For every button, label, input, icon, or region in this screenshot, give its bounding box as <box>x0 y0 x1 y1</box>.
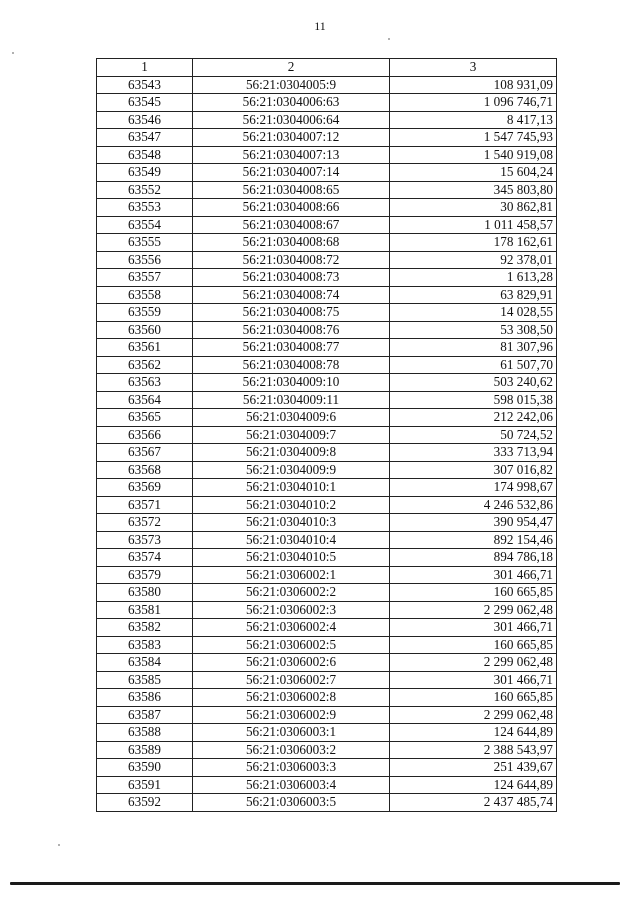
cadastral-number-cell: 56:21:0306003:2 <box>193 741 390 759</box>
cadastral-number-cell: 56:21:0304007:12 <box>193 129 390 147</box>
cadastral-number-cell: 56:21:0304008:76 <box>193 321 390 339</box>
cadastral-number-cell: 56:21:0304010:5 <box>193 549 390 567</box>
table-row <box>97 444 557 462</box>
cadastral-number-cell: 56:21:0304009:9 <box>193 461 390 479</box>
cadastral-number-cell: 56:21:0306002:7 <box>193 671 390 689</box>
scan-speck <box>12 52 14 54</box>
row-number-cell: 63562 <box>97 356 193 374</box>
cadastral-number-cell: 56:21:0304010:3 <box>193 514 390 532</box>
row-number-cell: 63554 <box>97 216 193 234</box>
cadastral-number-cell: 56:21:0306002:6 <box>193 654 390 672</box>
cadastral-number-cell: 56:21:0306003:4 <box>193 776 390 794</box>
cadastral-number-cell: 56:21:0306003:5 <box>193 794 390 812</box>
cadastral-number-cell: 56:21:0304010:1 <box>193 479 390 497</box>
cadastral-value-cell: 598 015,38 <box>390 391 557 409</box>
cadastral-number-cell: 56:21:0304008:73 <box>193 269 390 287</box>
cadastral-number-cell: 56:21:0304008:68 <box>193 234 390 252</box>
scan-speck <box>388 38 390 40</box>
cadastral-number-cell: 56:21:0304007:13 <box>193 146 390 164</box>
row-number-cell: 63556 <box>97 251 193 269</box>
table-row <box>97 531 557 549</box>
cadastral-number-cell: 56:21:0304008:74 <box>193 286 390 304</box>
cadastral-value-cell: 390 954,47 <box>390 514 557 532</box>
row-number-cell: 63552 <box>97 181 193 199</box>
table-row <box>97 94 557 112</box>
table-row <box>97 199 557 217</box>
table-row <box>97 566 557 584</box>
row-number-cell: 63560 <box>97 321 193 339</box>
row-number-cell: 63547 <box>97 129 193 147</box>
table-row <box>97 409 557 427</box>
row-number-cell: 63565 <box>97 409 193 427</box>
row-number-cell: 63574 <box>97 549 193 567</box>
table-row <box>97 391 557 409</box>
cadastral-value-cell: 160 665,85 <box>390 584 557 602</box>
table-row <box>97 216 557 234</box>
row-number-cell: 63582 <box>97 619 193 637</box>
row-number-cell: 63559 <box>97 304 193 322</box>
cadastral-value-cell: 2 299 062,48 <box>390 601 557 619</box>
cadastral-value-cell: 108 931,09 <box>390 76 557 94</box>
cadastral-number-cell: 56:21:0304008:66 <box>193 199 390 217</box>
row-number-cell: 63563 <box>97 374 193 392</box>
row-number-cell: 63590 <box>97 759 193 777</box>
cadastral-value-cell: 81 307,96 <box>390 339 557 357</box>
cadastral-value-cell: 174 998,67 <box>390 479 557 497</box>
row-number-cell: 63543 <box>97 76 193 94</box>
cadastral-value-cell: 8 417,13 <box>390 111 557 129</box>
cadastral-number-cell: 56:21:0306002:8 <box>193 689 390 707</box>
row-number-cell: 63553 <box>97 199 193 217</box>
row-number-cell: 63586 <box>97 689 193 707</box>
cadastral-value-cell: 14 028,55 <box>390 304 557 322</box>
table-row <box>97 251 557 269</box>
column-header-3: 3 <box>390 59 557 77</box>
cadastral-number-cell: 56:21:0304009:11 <box>193 391 390 409</box>
table-row <box>97 426 557 444</box>
cadastral-value-cell: 2 388 543,97 <box>390 741 557 759</box>
cadastral-value-cell: 61 507,70 <box>390 356 557 374</box>
cadastral-number-cell: 56:21:0306002:2 <box>193 584 390 602</box>
table-row <box>97 724 557 742</box>
row-number-cell: 63561 <box>97 339 193 357</box>
cadastral-number-cell: 56:21:0304008:67 <box>193 216 390 234</box>
cadastral-value-cell: 2 437 485,74 <box>390 794 557 812</box>
cadastral-number-cell: 56:21:0304008:78 <box>193 356 390 374</box>
table-row <box>97 759 557 777</box>
row-number-cell: 63555 <box>97 234 193 252</box>
cadastral-value-cell: 333 713,94 <box>390 444 557 462</box>
cadastral-value-cell: 160 665,85 <box>390 636 557 654</box>
cadastral-value-cell: 30 862,81 <box>390 199 557 217</box>
table-body <box>97 76 557 811</box>
table-row <box>97 601 557 619</box>
table-row <box>97 164 557 182</box>
footer-rule <box>10 882 620 885</box>
cadastral-number-cell: 56:21:0306002:9 <box>193 706 390 724</box>
row-number-cell: 63579 <box>97 566 193 584</box>
cadastral-value-cell: 160 665,85 <box>390 689 557 707</box>
row-number-cell: 63585 <box>97 671 193 689</box>
cadastral-number-cell: 56:21:0304005:9 <box>193 76 390 94</box>
row-number-cell: 63557 <box>97 269 193 287</box>
row-number-cell: 63583 <box>97 636 193 654</box>
cadastral-value-cell: 63 829,91 <box>390 286 557 304</box>
row-number-cell: 63581 <box>97 601 193 619</box>
table-row <box>97 234 557 252</box>
cadastral-number-cell: 56:21:0306002:4 <box>193 619 390 637</box>
row-number-cell: 63548 <box>97 146 193 164</box>
table-row <box>97 741 557 759</box>
cadastral-value-cell: 1 540 919,08 <box>390 146 557 164</box>
row-number-cell: 63584 <box>97 654 193 672</box>
row-number-cell: 63558 <box>97 286 193 304</box>
row-number-cell: 63580 <box>97 584 193 602</box>
table-row <box>97 374 557 392</box>
cadastral-number-cell: 56:21:0304008:75 <box>193 304 390 322</box>
table-row <box>97 514 557 532</box>
table-row <box>97 619 557 637</box>
cadastral-value-cell: 1 613,28 <box>390 269 557 287</box>
cadastral-value-cell: 178 162,61 <box>390 234 557 252</box>
cadastral-value-cell: 1 011 458,57 <box>390 216 557 234</box>
column-header-2: 2 <box>193 59 390 77</box>
cadastral-value-cell: 4 246 532,86 <box>390 496 557 514</box>
cadastral-number-cell: 56:21:0306003:1 <box>193 724 390 742</box>
cadastral-value-cell: 892 154,46 <box>390 531 557 549</box>
table-row <box>97 776 557 794</box>
cadastral-value-cell: 301 466,71 <box>390 566 557 584</box>
cadastral-number-cell: 56:21:0306002:5 <box>193 636 390 654</box>
cadastral-number-cell: 56:21:0306002:3 <box>193 601 390 619</box>
cadastral-value-cell: 53 308,50 <box>390 321 557 339</box>
cadastral-number-cell: 56:21:0304006:64 <box>193 111 390 129</box>
cadastral-number-cell: 56:21:0304009:7 <box>193 426 390 444</box>
cadastral-value-cell: 301 466,71 <box>390 671 557 689</box>
cadastral-value-cell: 345 803,80 <box>390 181 557 199</box>
table-row <box>97 269 557 287</box>
row-number-cell: 63591 <box>97 776 193 794</box>
cadastral-number-cell: 56:21:0306003:3 <box>193 759 390 777</box>
scan-speck <box>58 844 60 846</box>
cadastral-value-table <box>96 58 557 812</box>
cadastral-value-cell: 301 466,71 <box>390 619 557 637</box>
cadastral-value-cell: 503 240,62 <box>390 374 557 392</box>
table-row <box>97 461 557 479</box>
row-number-cell: 63592 <box>97 794 193 812</box>
row-number-cell: 63587 <box>97 706 193 724</box>
table-row <box>97 146 557 164</box>
cadastral-number-cell: 56:21:0304009:6 <box>193 409 390 427</box>
cadastral-value-cell: 15 604,24 <box>390 164 557 182</box>
cadastral-value-cell: 212 242,06 <box>390 409 557 427</box>
row-number-cell: 63568 <box>97 461 193 479</box>
cadastral-number-cell: 56:21:0304006:63 <box>193 94 390 112</box>
table-row <box>97 689 557 707</box>
row-number-cell: 63567 <box>97 444 193 462</box>
cadastral-number-cell: 56:21:0304008:65 <box>193 181 390 199</box>
table-row <box>97 794 557 812</box>
row-number-cell: 63572 <box>97 514 193 532</box>
cadastral-value-cell: 251 439,67 <box>390 759 557 777</box>
cadastral-value-cell: 92 378,01 <box>390 251 557 269</box>
table-row <box>97 181 557 199</box>
table-row <box>97 76 557 94</box>
row-number-cell: 63588 <box>97 724 193 742</box>
cadastral-value-cell: 50 724,52 <box>390 426 557 444</box>
table-header-row <box>97 59 557 77</box>
row-number-cell: 63573 <box>97 531 193 549</box>
table-row <box>97 479 557 497</box>
cadastral-number-cell: 56:21:0304010:2 <box>193 496 390 514</box>
cadastral-number-cell: 56:21:0304009:10 <box>193 374 390 392</box>
cadastral-number-cell: 56:21:0304009:8 <box>193 444 390 462</box>
row-number-cell: 63571 <box>97 496 193 514</box>
cadastral-number-cell: 56:21:0304008:77 <box>193 339 390 357</box>
row-number-cell: 63564 <box>97 391 193 409</box>
row-number-cell: 63566 <box>97 426 193 444</box>
table-row <box>97 671 557 689</box>
table-row <box>97 129 557 147</box>
cadastral-value-cell: 2 299 062,48 <box>390 654 557 672</box>
table-row <box>97 706 557 724</box>
cadastral-value-cell: 1 096 746,71 <box>390 94 557 112</box>
cadastral-number-cell: 56:21:0306002:1 <box>193 566 390 584</box>
table-row <box>97 321 557 339</box>
table-row <box>97 654 557 672</box>
row-number-cell: 63545 <box>97 94 193 112</box>
table-row <box>97 339 557 357</box>
page-number: 11 <box>314 19 326 33</box>
table-row <box>97 356 557 374</box>
row-number-cell: 63569 <box>97 479 193 497</box>
table-row <box>97 584 557 602</box>
row-number-cell: 63549 <box>97 164 193 182</box>
cadastral-number-cell: 56:21:0304010:4 <box>193 531 390 549</box>
table-row <box>97 549 557 567</box>
row-number-cell: 63546 <box>97 111 193 129</box>
cadastral-number-cell: 56:21:0304008:72 <box>193 251 390 269</box>
table-row <box>97 636 557 654</box>
table-row <box>97 304 557 322</box>
cadastral-number-cell: 56:21:0304007:14 <box>193 164 390 182</box>
cadastral-value-cell: 1 547 745,93 <box>390 129 557 147</box>
table-row <box>97 496 557 514</box>
table-row <box>97 111 557 129</box>
table-row <box>97 286 557 304</box>
cadastral-value-cell: 124 644,89 <box>390 776 557 794</box>
cadastral-value-cell: 894 786,18 <box>390 549 557 567</box>
column-header-1: 1 <box>97 59 193 77</box>
cadastral-value-cell: 307 016,82 <box>390 461 557 479</box>
row-number-cell: 63589 <box>97 741 193 759</box>
cadastral-value-cell: 2 299 062,48 <box>390 706 557 724</box>
cadastral-value-cell: 124 644,89 <box>390 724 557 742</box>
